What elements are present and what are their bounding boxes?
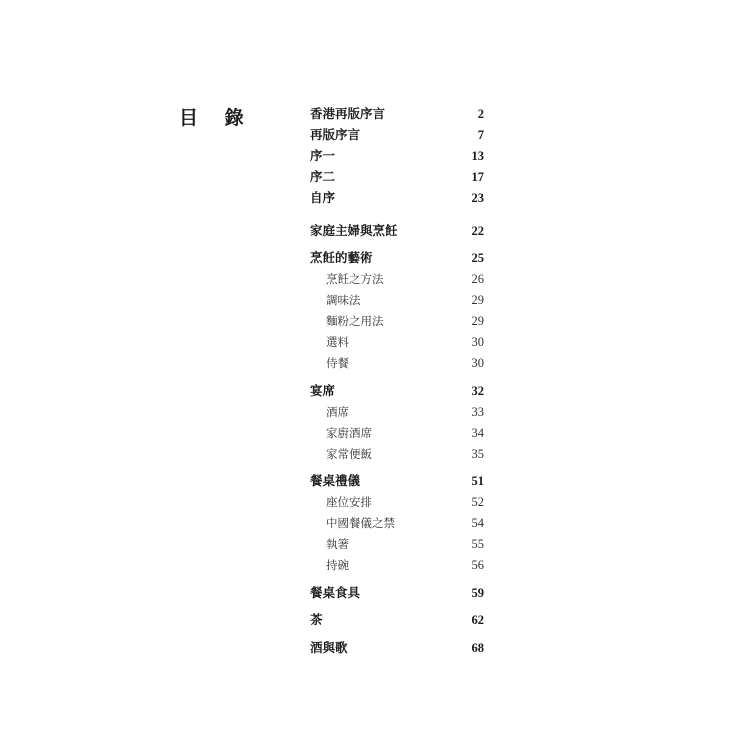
toc-entry-label: 執箸 — [326, 537, 349, 551]
toc-entry[interactable] — [310, 188, 484, 208]
toc-entry-label: 家常便飯 — [326, 447, 372, 461]
toc-entry[interactable] — [310, 167, 484, 187]
toc-entry[interactable] — [310, 146, 484, 166]
toc-subentry[interactable] — [310, 402, 484, 422]
toc-entry[interactable] — [310, 381, 484, 401]
toc-subentry[interactable] — [310, 513, 484, 533]
toc-entry-label: 麵粉之用法 — [326, 314, 384, 328]
toc-entry[interactable] — [310, 471, 484, 491]
toc-entry-page: 55 — [471, 537, 484, 551]
toc-entry-label: 自序 — [310, 190, 336, 205]
toc-entry-page: 62 — [471, 613, 484, 627]
toc-entry[interactable] — [310, 583, 484, 603]
toc-entry-page: 56 — [471, 558, 484, 572]
toc-entry-label: 酒與歌 — [310, 640, 348, 655]
toc-entry-label: 中國餐儀之禁 — [326, 516, 395, 530]
toc-subentry[interactable] — [310, 269, 484, 289]
toc-subentry[interactable] — [310, 555, 484, 575]
toc-entry-page: 35 — [471, 447, 484, 461]
toc-subentry[interactable] — [310, 353, 484, 373]
toc-entry-page: 68 — [471, 641, 484, 655]
toc-entry-label: 選料 — [326, 335, 349, 349]
toc-entry-page: 13 — [471, 149, 484, 163]
toc-entry-page: 54 — [471, 516, 484, 530]
toc-subentry[interactable] — [310, 444, 484, 464]
toc-entry[interactable] — [310, 221, 484, 241]
toc-entry-label: 家庭主婦與烹飪 — [310, 223, 398, 238]
toc-entry-label: 香港再版序言 — [310, 106, 386, 121]
toc-entry-page: 34 — [471, 426, 484, 440]
toc-entry-label: 烹飪之方法 — [326, 272, 384, 286]
toc-entry-page: 59 — [471, 586, 484, 600]
toc-entry-label: 序二 — [310, 169, 336, 184]
toc-entry-label: 再版序言 — [310, 127, 361, 142]
toc-entry-page: 25 — [471, 251, 484, 265]
toc-subentry[interactable] — [310, 492, 484, 512]
toc-entry[interactable] — [310, 610, 484, 630]
toc-entry-page: 30 — [471, 335, 484, 349]
toc-entry-page: 29 — [471, 314, 484, 328]
toc-entry-label: 序一 — [310, 148, 336, 163]
page-title: 目 錄 — [179, 107, 254, 129]
toc-entry-label: 家廚酒席 — [326, 426, 372, 440]
toc-entry-label: 座位安排 — [326, 495, 372, 509]
toc-entry-page: 22 — [471, 224, 484, 238]
toc-entry-label: 侍餐 — [326, 356, 349, 370]
toc-entry-label: 宴席 — [310, 383, 336, 398]
toc-entry[interactable] — [310, 248, 484, 268]
toc-entry-label: 調味法 — [326, 293, 361, 307]
toc-subentry[interactable] — [310, 423, 484, 443]
toc-entry-page: 7 — [477, 128, 484, 142]
toc-entry-page: 33 — [471, 405, 484, 419]
toc-entry-label: 茶 — [310, 612, 323, 627]
toc-entry[interactable] — [310, 638, 484, 658]
table-of-contents — [310, 0, 484, 750]
toc-subentry[interactable] — [310, 534, 484, 554]
toc-entry-page: 26 — [471, 272, 484, 286]
toc-subentry[interactable] — [310, 311, 484, 331]
toc-entry-page: 32 — [471, 384, 484, 398]
toc-entry-label: 酒席 — [326, 405, 349, 419]
toc-entry-page: 23 — [471, 191, 484, 205]
toc-subentry[interactable] — [310, 332, 484, 352]
toc-entry-page: 51 — [471, 474, 484, 488]
toc-entry-page: 52 — [471, 495, 484, 509]
toc-entry-page: 17 — [471, 170, 484, 184]
toc-entry-page: 29 — [471, 293, 484, 307]
toc-subentry[interactable] — [310, 290, 484, 310]
toc-entry-label: 持碗 — [326, 558, 349, 572]
toc-entry-label: 烹飪的藝術 — [310, 250, 373, 265]
toc-entry-label: 餐桌禮儀 — [310, 473, 361, 488]
toc-entry-page: 2 — [477, 107, 484, 121]
toc-entry[interactable] — [310, 125, 484, 145]
toc-entry-page: 30 — [471, 356, 484, 370]
toc-entry[interactable] — [310, 104, 484, 124]
toc-entry-label: 餐桌食具 — [310, 585, 361, 600]
